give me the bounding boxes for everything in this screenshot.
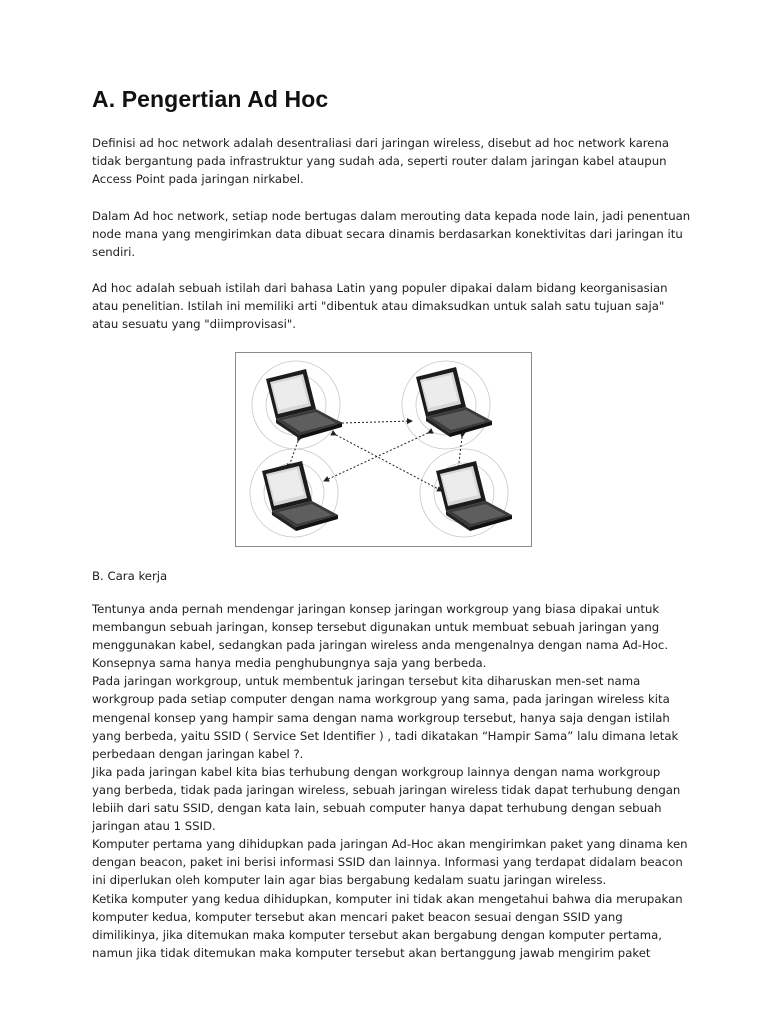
body-line: Konsepnya sama hanya media penghubungnya saja yang berbeda. xyxy=(92,656,487,671)
laptop-icon xyxy=(262,461,338,531)
section-b-heading: B. Cara kerja xyxy=(92,569,168,583)
laptop-icon xyxy=(436,461,512,531)
paragraph-routing: Dalam Ad hoc network, setiap node bertugas dalam merouting data kepada node lain, jadi penentuan node mana yang mengirimkan data dibuat secara dinamis berdasarkan konektivitas dari jaringan itu sendiri. xyxy=(92,209,691,260)
body-line: workgroup pada setiap computer dengan nama workgroup yang sama, pada jaringan wireless kita xyxy=(92,692,670,707)
body-line: jaringan atau 1 SSID. xyxy=(92,819,216,834)
page-title: A. Pengertian Ad Hoc xyxy=(92,86,329,112)
body-line: mengenal konsep yang hampir sama dengan nama workgroup tersebut, hanya saja dengan istilah xyxy=(92,710,670,725)
body-line: membangun sebuah jaringan, konsep tersebut digunakan untuk membuat sebuah jaringan yang xyxy=(92,620,660,635)
body-line: Pada jaringan workgroup, untuk membentuk jaringan tersebut kita diharuskan men-set nama xyxy=(92,674,641,689)
body-line: perbedaan dengan jaringan kabel ?. xyxy=(92,746,304,761)
paragraph-latin-term: Ad hoc adalah sebuah istilah dari bahasa Latin yang populer dipakai dalam bidang keorganisasian atau penelitian. Istilah ini memiliki arti "dibentuk atau dimaksudkan untuk salah satu tujuan saja" atau sesuatu yang "diimprovisasi". xyxy=(92,281,668,332)
body-line: yang berbeda, tidak pada jaringan wireless, sebuah jaringan wireless tidak dapat terhubung dengan xyxy=(92,782,681,797)
body-line: namun jika tidak ditemukan maka komputer tersebut akan bertanggung jawab mengirim paket xyxy=(92,945,651,960)
body-line: yang berbeda, yaitu SSID ( Service Set Identifier ) , tadi dikatakan “Hampir Sama” lalu dimana letak xyxy=(92,728,679,743)
body-line: lebiih dari satu SSID, dengan kata lain, sebuah computer hanya dapat terhubung dengan sebuah xyxy=(92,801,662,816)
body-line: menggunakan kabel, sedangkan pada jaringan wireless anda mengenalnya dengan nama Ad-Hoc. xyxy=(92,638,669,653)
body-line: ini diperlukan oleh komputer lain agar bias bergabung kedalam suatu jaringan wireless. xyxy=(92,873,607,888)
ad-hoc-network-diagram xyxy=(236,353,531,546)
body-line: Tentunya anda pernah mendengar jaringan konsep jaringan workgroup yang biasa dipakai untuk xyxy=(92,602,660,616)
body-line: Ketika komputer yang kedua dihidupkan, komputer ini tidak akan mengetahui bahwa dia merupakan xyxy=(92,891,683,906)
body-line: dimilikinya, jika ditemukan maka komputer tersebut akan bergabung dengan komputer pertama, xyxy=(92,927,663,942)
body-line: Komputer pertama yang dihidupkan pada jaringan Ad-Hoc akan mengirimkan paket yang dinama ken xyxy=(92,837,688,852)
body-line: Jika pada jaringan kabel kita bias terhubung dengan workgroup lainnya dengan nama workgroup xyxy=(92,764,661,779)
body-line: dengan beacon, paket ini berisi informasi SSID dan lainnya. Informasi yang terdapat didalam beacon xyxy=(92,855,683,870)
ad-hoc-network-figure xyxy=(235,352,532,547)
paragraph-definition: Definisi ad hoc network adalah desentraliasi dari jaringan wireless, disebut ad hoc network karena tidak bergantung pada infrastruktur yang sudah ada, seperti router dalam jaringan kabel ataupun Access Point pada jaringan nirkabel. xyxy=(92,136,670,187)
body-line: komputer kedua, komputer tersebut akan mencari paket beacon sesuai dengan SSID yang xyxy=(92,909,623,924)
section-b-body xyxy=(92,600,692,962)
